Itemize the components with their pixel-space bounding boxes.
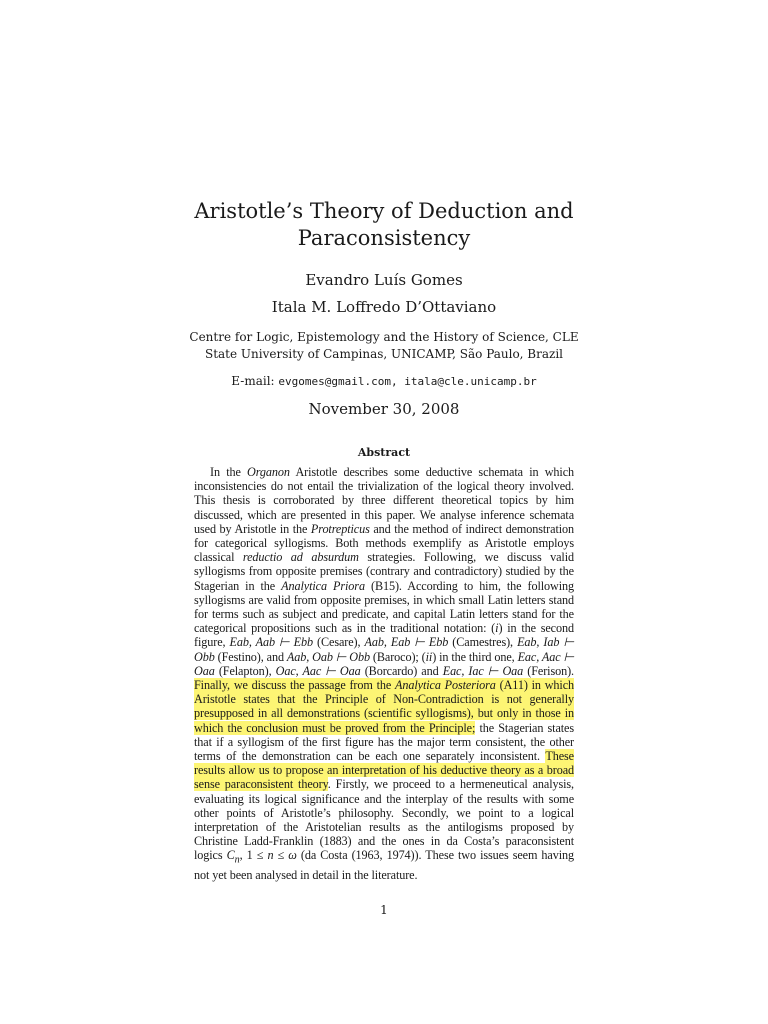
- paper-date: November 30, 2008: [308, 400, 460, 418]
- email-line: [0, 373, 768, 390]
- author-2: Itala M. Loffredo D’Ottaviano: [271, 298, 497, 316]
- abstract-heading: Abstract: [357, 446, 411, 459]
- author-1: Evandro Luís Gomes: [305, 271, 463, 289]
- affiliation-line2: State University of Campinas, UNICAMP, São Paulo, Brazil: [204, 347, 564, 361]
- email-label: E-mail:: [231, 374, 275, 388]
- affiliation-line1: Centre for Logic, Epistemology and the History of Science, CLE: [189, 330, 579, 344]
- abstract-paragraph: In the Organon Aristotle describes some deductive schemata in which inconsistencies do not entail the trivialization of the logical theory involved. This thesis is corroborated by three different theoretical topics by him discussed, which are presented in this paper. We analyse inference schemata used by Aristotle in the Protrepticus and the method of indirect demonstration for categorical syllogisms. Both methods exemplify as Aristotle employs classical reductio ad absurdum strategies. Following, we discuss valid syllogisms from opposite premises (contrary and contradictory) studied by the Stagerian in the Analytica Priora (B15). According to him, the following syllogisms are valid from opposite premises, in which small Latin letters stand for terms such as subject and predicate, and capital Latin letters stand for the categorical propositions such as in the traditional notation: (i) in the second figure, Eab, Aab ⊢ Ebb (Cesare), Aab, Eab ⊢ Ebb (Camestres), Eab, Iab ⊢ Obb (Festino), and Aab, Oab ⊢ Obb (Baroco); (ii) in the third one, Eac, Aac ⊢ Oaa (Felapton), Oac, Aac ⊢ Oaa (Borcardo) and Eac, Iac ⊢ Oaa (Ferison). Finally, we discuss the passage from the Analytica Posteriora (A11) in which Aristotle states that the Principle of Non-Contradiction is not generally presupposed in all demonstrations (scientific syllogisms), but only in those in which the conclusion must be proved from the Principle; the Stagerian states that if a syllogism of the first figure has the major term consistent, the other terms of the demonstration can be each one separately inconsistent. These results allow us to propose an interpretation of his deductive theory as a broad sense paraconsistent theory. Firstly, we proceed to a hermeneutical analysis, evaluating its logical significance and the interplay of the results with some other points of Aristotle’s philosophy. Secondly, we point to a logical interpretation of the Aristotelian results as the antilogisms proposed by Christine Ladd-Franklin (1883) and the ones in da Costa’s paraconsistent logics $C_n$, 1 ≤ n ≤ ω (da Costa (1963, 1974)). These two issues seem having not yet been analysed in detail in the literature.: [194, 465, 575, 883]
- abstract-body: [194, 465, 574, 882]
- email-addresses: evgomes@gmail.com, itala@cle.unicamp.br: [278, 375, 537, 388]
- page-number: 1: [380, 903, 388, 917]
- paper-title-line1: Aristotle’s Theory of Deduction and: [194, 199, 574, 223]
- highlight-1: Finally, we discuss the passage from the Analytica Posteriora (A11) in which Aristotle states that the Principle of Non-Contradiction is not generally presupposed in all demonstrations (scientific syllogisms), but only in those in which the conclusion must be proved from the Principle;: [194, 678, 575, 735]
- highlight-2: These results allow us to propose an interpretation of his deductive theory as a broad sense paraconsistent theory: [194, 749, 574, 792]
- paper-title-line2: Paraconsistency: [297, 226, 471, 250]
